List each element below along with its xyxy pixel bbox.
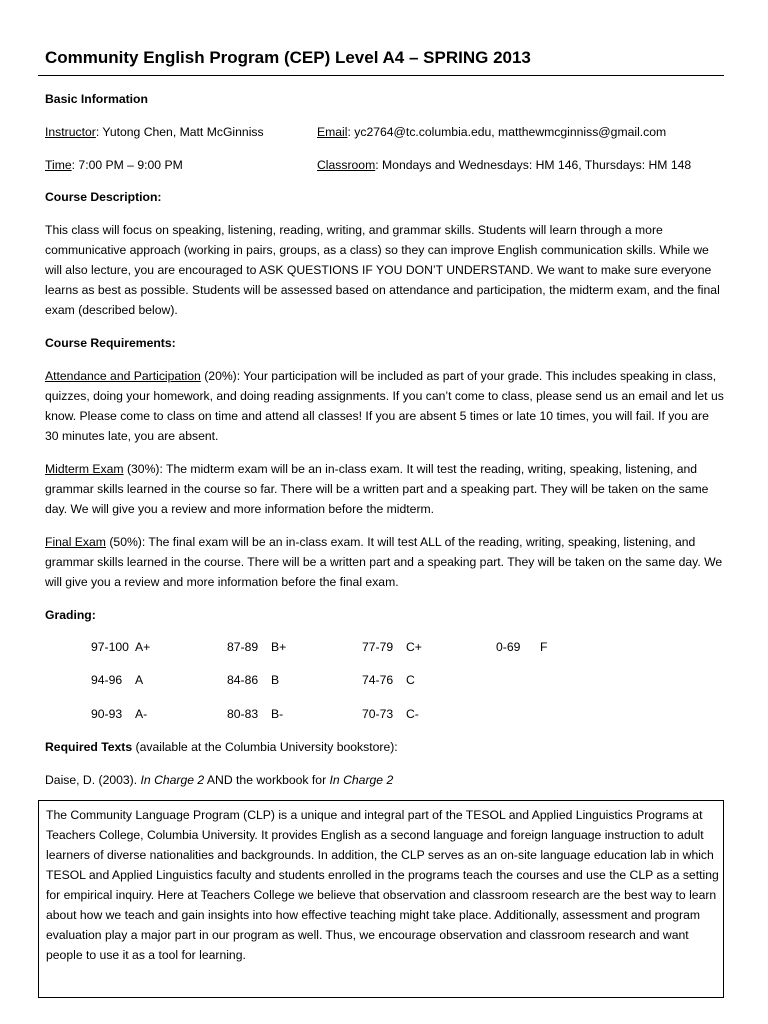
grade-range: 80-83 [227,707,259,721]
instructor-line [45,122,264,142]
grade-range: 87-89 [227,640,259,654]
grade-range: 94-96 [91,673,123,687]
midterm-label: Midterm Exam [45,462,124,476]
grade-row-2-col-1 [91,673,143,687]
basic-info-heading: Basic Information [45,92,148,106]
citation-part-1: Daise, D. (2003). [45,773,141,787]
grade-letter: A+ [135,640,151,654]
clp-info-box [38,800,724,998]
grade-range: 74-76 [362,673,394,687]
required-texts-heading: Required Texts [45,740,133,754]
course-description-text: This class will focus on speaking, listening, reading, writing, and grammar skills. Students will learn through a more communicative approach (working in pairs, groups, as a class) so they can improve English communication skills. While we will also lecture, you are encouraged to ASK QUESTIONS IF YOU DON’T UNDERSTAND. We want to make sure everyone learns as best as possible. Students will be assessed based on attendance and participation, the midterm exam, and the final exam (described below). [45,223,720,317]
email-label: Email [317,125,348,139]
grade-letter: B [271,673,280,687]
book-title-2: In Charge 2 [329,773,394,787]
instructor-value: : Yutong Chen, Matt McGinniss [95,125,264,139]
grade-letter: B+ [271,640,287,654]
midterm-paragraph [45,459,725,519]
grade-row-2-col-2 [227,673,279,687]
classroom-value: : Mondays and Wednesdays: HM 146, Thursdays: HM 148 [375,158,692,172]
title-rule [38,75,724,76]
grade-letter: B- [271,707,284,721]
grade-letter: A- [135,707,148,721]
grade-letter: C+ [406,640,422,654]
grade-letter: A [135,673,144,687]
attendance-text: (20%): Your participation will be included as part of your grade. This includes speaking in class, quizzes, doing your homework, and doing reading assignments. If you can’t come to class, please send us an email and let us know. Please come to class on time and attend all classes! If you are absent 5 times or late 10 times, you will fail. If you are 30 minutes late, you are absent. [45,369,724,443]
grade-range: 77-79 [362,640,394,654]
email-value: : yc2764@tc.columbia.edu, matthewmcginniss@gmail.com [347,125,667,139]
final-paragraph [45,532,725,592]
email-line [317,122,666,142]
time-label: Time [45,158,72,172]
grade-row-2-col-3 [362,673,415,687]
course-description-heading: Course Description: [45,190,162,204]
final-text: (50%): The final exam will be an in-class exam. It will test ALL of the reading, writing, speaking, listening, and grammar skills learned in the course. There will be a written part and a speaking part. They will be taken on the same day. We will give you a review and more information before the final exam. [45,535,723,589]
attendance-paragraph [45,366,725,446]
classroom-line [317,155,691,175]
grade-range: 0-69 [496,640,521,654]
grade-range: 84-86 [227,673,259,687]
grade-row-1-col-2 [227,640,286,654]
grade-range: 70-73 [362,707,394,721]
time-line [45,155,183,175]
attendance-label: Attendance and Participation [45,369,201,383]
classroom-label: Classroom [317,158,376,172]
grade-row-1-col-1 [91,640,150,654]
grade-range: 97-100 [91,640,129,654]
grade-row-1-col-4 [496,640,547,654]
midterm-text: (30%): The midterm exam will be an in-class exam. It will test the reading, writing, speaking, listening, and grammar skills learned in the course so far. There will be a written part and a speaking part. They will be taken on the same day. We will give you a review and more information before the midterm. [45,462,709,516]
grade-row-3-col-1 [91,707,147,721]
required-texts-line [45,737,398,757]
document-title: Community English Program (CEP) Level A4 – SPRING 2013 [45,48,531,67]
grade-letter: C- [406,707,419,721]
grade-row-1-col-3 [362,640,422,654]
required-texts-note: (available at the Columbia University bookstore): [132,740,398,754]
citation-part-2: AND the workbook for [204,773,330,787]
citation-line [45,770,393,790]
grading-heading: Grading: [45,608,96,622]
instructor-label: Instructor [45,125,96,139]
course-requirements-heading: Course Requirements: [45,336,176,350]
grade-row-3-col-2 [227,707,283,721]
final-label: Final Exam [45,535,106,549]
grade-range: 90-93 [91,707,123,721]
grade-letter: F [540,640,548,654]
grade-letter: C [406,673,415,687]
clp-info-text: The Community Language Program (CLP) is a unique and integral part of the TESOL and Applied Linguistics Programs at Teachers College, Columbia University. It provides English as a second language and foreign language instruction to adult learners of diverse nationalities and backgrounds. In addition, the CLP serves as an on-site language education lab in which TESOL and Applied Linguistics faculty and students enrolled in the programs teach the courses and use the CLP as a setting for empirical inquiry. Here at Teachers College we believe that observation and classroom research are the best way to learn about how we teach and gain insights into how effective teaching might take place. Additionally, assessment and program evaluation play a major part in our program as well. Thus, we encourage observation and classroom research and want people to use it as a tool for learning. [46,808,719,962]
grade-row-3-col-3 [362,707,419,721]
book-title-1: In Charge 2 [140,773,205,787]
time-value: : 7:00 PM – 9:00 PM [71,158,183,172]
